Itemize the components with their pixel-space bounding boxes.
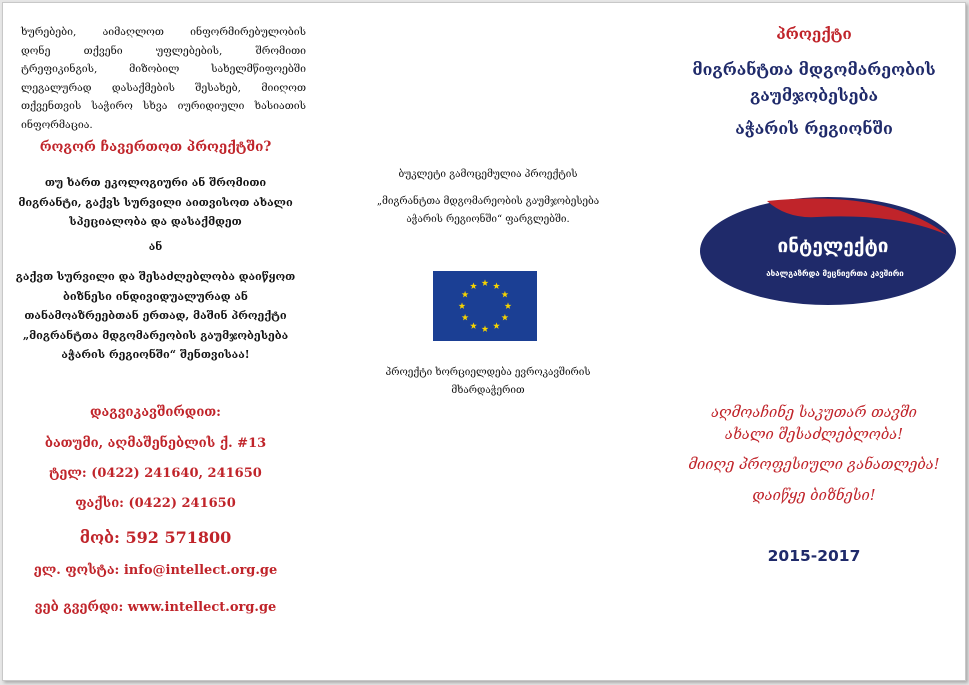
condition-line: სპეციალობა და დასაქმდეთ [69, 215, 242, 228]
business-line: გაქვთ სურვილი და შესაძლებლობა დაიწყოთ [15, 270, 296, 283]
project-years: 2015-2017 [767, 547, 861, 565]
business-line: „მიგრანტთა მდგომარეობის გაუმჯობესება [22, 328, 289, 342]
intro-line: ტრეფიკინგის, მიზობილ სახელმწიფოებში [21, 63, 306, 75]
right-panel [663, 3, 965, 680]
contact-heading: დაგვიკავშირდით: [90, 405, 221, 420]
business-line: ბიზნესი ინდივიდუალურად ან [63, 289, 248, 303]
funding-line: მხარდაჭერით [451, 385, 525, 396]
project-line: „მიგრანტთა მდგომარეობის გაუმჯობესება [376, 196, 600, 207]
contact-phone: ტელ: (0422) 241640, 241650 [49, 466, 262, 481]
contact-email[interactable]: ელ. ფოსტა: info@intellect.org.ge [33, 563, 278, 578]
or-word: ან [148, 240, 163, 253]
brochure-sheet [2, 2, 966, 681]
project-title-line: გაუმჯობესება [750, 86, 878, 105]
published-line: ბუკლეტი გამოცემულია პროექტის [398, 169, 578, 180]
condition-block [3, 173, 308, 232]
intellect-logo [697, 195, 959, 308]
logo-subtitle: ახალგაზრდა მეცნიერთა კავშირი [766, 269, 904, 278]
eu-flag-icon [433, 271, 537, 341]
how-to-join-heading: როგორ ჩავერთოთ პროექტში? [39, 139, 272, 155]
left-panel [3, 3, 308, 680]
contact-address: ბათუმი, აღმაშენებლის ქ. #13 [44, 436, 267, 451]
business-line: აჭარის რეგიონში“ შენთვისაა! [61, 348, 250, 361]
funding-line: პროექტი ხორციელდება ევროკავშირის [385, 367, 591, 378]
project-kicker: პროექტი [776, 25, 852, 43]
intro-line: დონე თქვენი უფლებების, შრომითი [21, 44, 306, 57]
project-title-line: აჭარის რეგიონში [735, 119, 893, 138]
intro-paragraph [21, 23, 306, 134]
business-line: თანამოაზრეებთან ერთად, მაშინ პროექტი [24, 309, 287, 322]
funding-text [343, 364, 633, 400]
slogan-line: აღმოაჩინე საკუთარ თავში [711, 405, 917, 421]
intro-line: თქვენთვის საჭირო სხვა იურიდიული ხასიათის [21, 100, 306, 112]
project-title-line: მიგრანტთა მდგომარეობის [692, 60, 936, 79]
contact-mobile: მობ: 592 571800 [79, 528, 232, 547]
published-by-text [343, 166, 633, 184]
project-line: აჭარის რეგიონში“ ფარგლებში. [406, 214, 570, 225]
project-frame-text [343, 193, 633, 229]
slogan-line: მიიღე პროფესიული განათლება! [688, 457, 940, 473]
contact-fax: ფაქსი: (0422) 241650 [75, 496, 236, 511]
middle-panel [343, 3, 633, 680]
business-block [3, 267, 308, 365]
condition-line: მიგრანტი, გაქვს სურვილი აითვისოთ ახალი [18, 195, 293, 209]
intro-line: ლეგალურად დასაქმების შესახებ, მიიღოთ [21, 81, 306, 94]
slogan-line: დაიწყე ბიზნესი! [752, 488, 876, 504]
slogan-line: ახალი შესაძლებლობა! [724, 427, 904, 443]
contact-website[interactable]: ვებ გვერდი: www.intellect.org.ge [34, 600, 277, 615]
intro-line: ინფორმაცია. [21, 118, 93, 131]
condition-line: თუ ხართ ეკოლოგიური ან შრომითი [44, 176, 267, 189]
intro-line: ხურებები, აიმაღლოთ ინფორმირებულობის [21, 26, 306, 38]
logo-name: ინტელექტი [777, 235, 889, 257]
